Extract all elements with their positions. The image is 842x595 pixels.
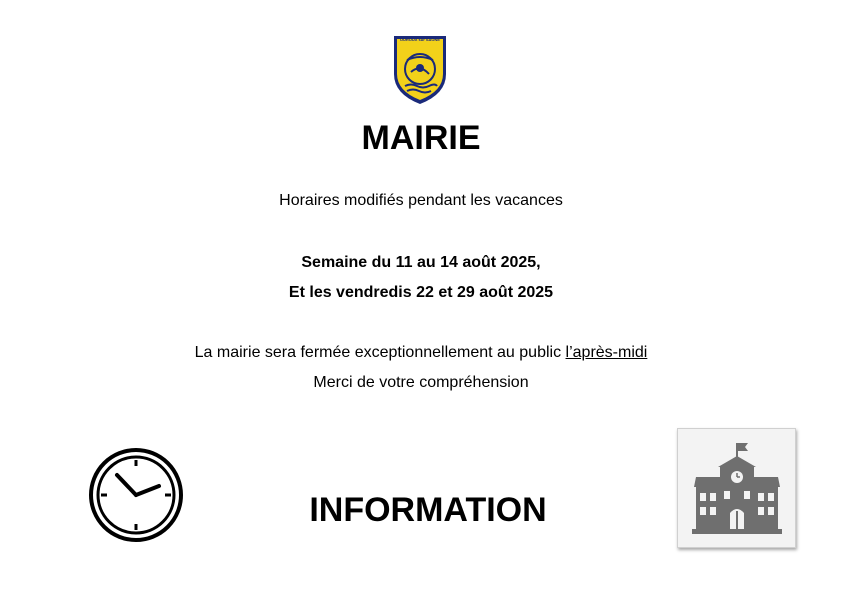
- crest-label: OUROUX sur SAÔNE: [399, 37, 441, 42]
- information-heading: INFORMATION: [309, 491, 547, 529]
- thanks-message: Merci de votre compréhension: [313, 374, 529, 391]
- closure-notice-afternoon: l’après-midi: [565, 344, 648, 361]
- subtitle: Horaires modifiés pendant les vacances: [279, 192, 563, 209]
- week-dates: Semaine du 11 au 14 août 2025,: [301, 254, 541, 271]
- school-building-icon: [677, 428, 796, 548]
- closure-notice: [0, 343, 842, 363]
- friday-dates: Et les vendredis 22 et 29 août 2025: [288, 284, 554, 301]
- page-title: MAIRIE: [361, 119, 481, 157]
- closure-notice-text: La mairie sera fermée exceptionnellement au public: [194, 344, 566, 361]
- town-crest-logo: [391, 34, 449, 106]
- crest-icon: [391, 34, 449, 106]
